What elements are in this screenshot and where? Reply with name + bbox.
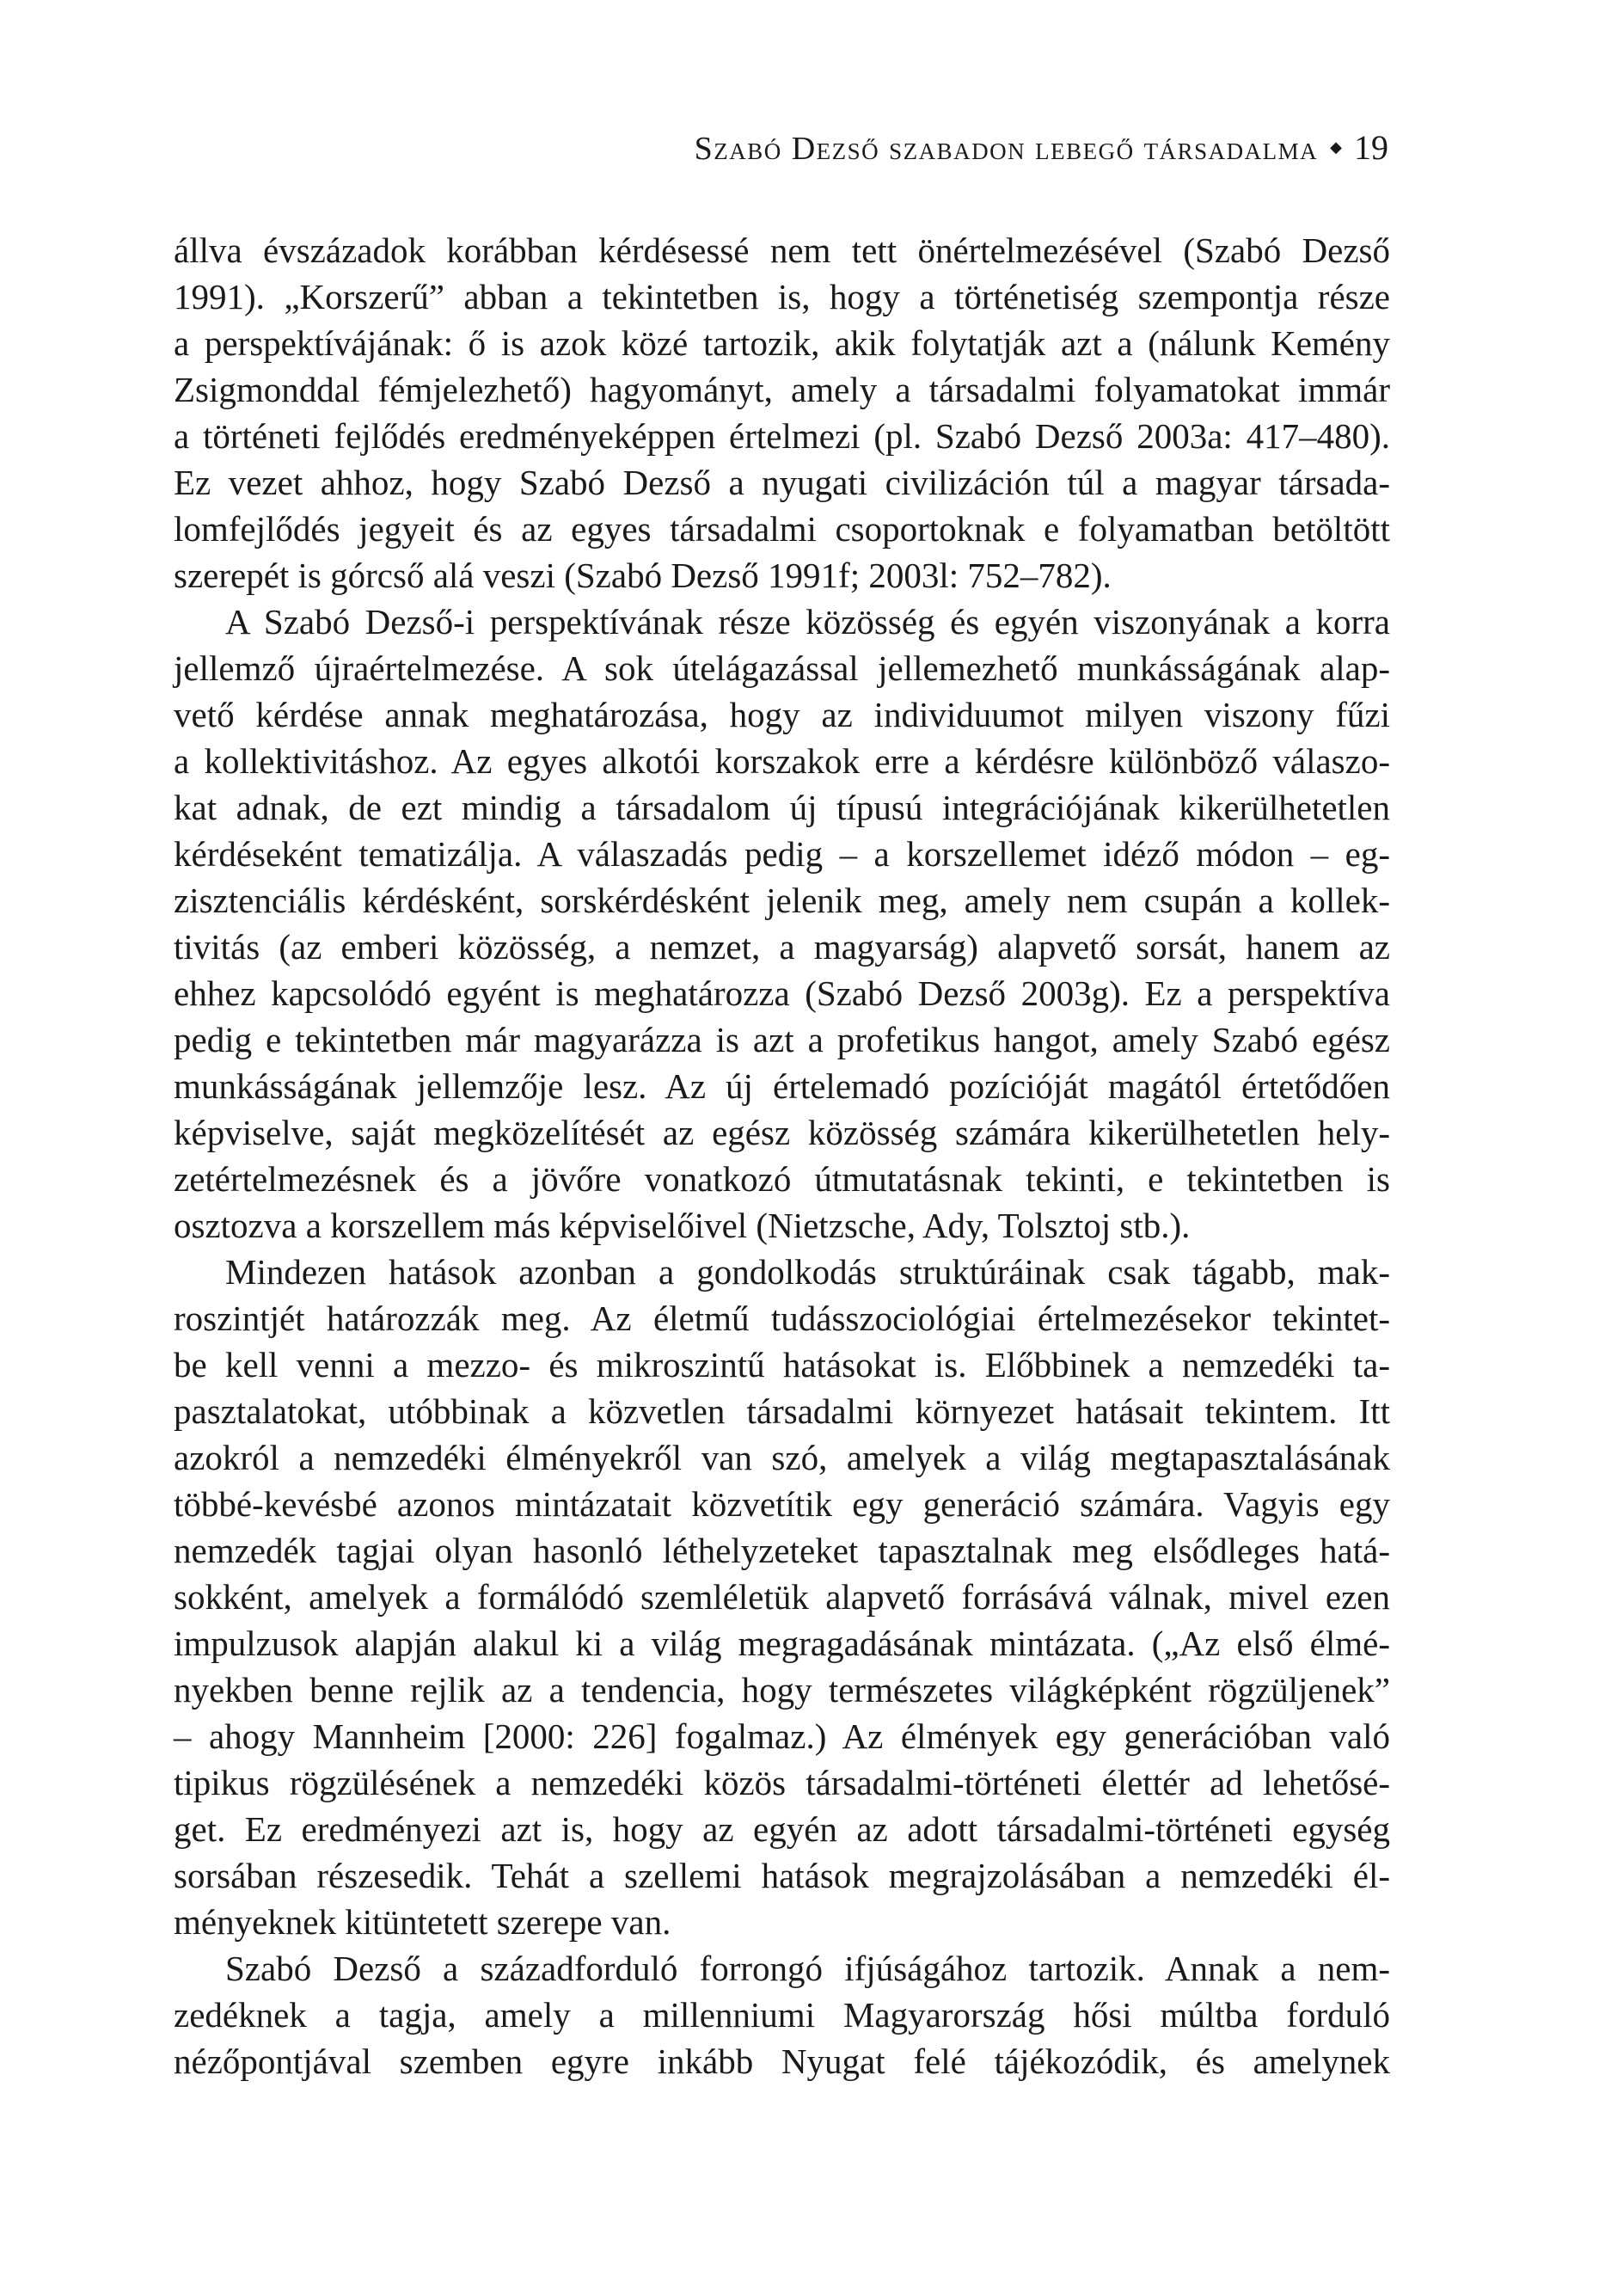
text-line: pedig e tekintetben már magyarázza is azt a profetikus hangot, amely Szabó egész: [174, 1020, 1390, 1059]
text-line: zedéknek a tagja, amely a millenniumi Magyarország hősi múltba forduló: [174, 1995, 1390, 2035]
page-number: 19: [1354, 128, 1388, 167]
text-line: A Szabó Dezső-i perspektívának része közösség és egyén viszonyának a korra: [225, 602, 1390, 642]
text-line: Mindezen hatások azonban a gondolkodás struktúráinak csak tágabb, mak-: [225, 1252, 1390, 1292]
text-line: nemzedék tagjai olyan hasonló léthelyzeteket tapasztalnak meg elsődleges hatá-: [174, 1531, 1390, 1570]
text-line: nyekben benne rejlik az a tendencia, hogy természetes világképként rögzüljenek”: [174, 1670, 1390, 1710]
paragraph-4: [174, 1945, 1390, 2084]
text-line: állva évszázadok korábban kérdésessé nem tett önértelmezésével (Szabó Dezső: [174, 230, 1390, 270]
text-line: jellemző újraértelmezése. A sok útelágazással jellemezhető munkásságának alap-: [174, 648, 1390, 688]
running-head: [695, 127, 1388, 169]
text-line: get. Ez eredményezi azt is, hogy az egyén az adott társadalmi-történeti egység: [174, 1809, 1390, 1849]
text-line: impulzusok alapján alakul ki a világ megragadásának mintázata. („Az első élmé-: [174, 1624, 1390, 1663]
text-line: munkásságának jellemzője lesz. Az új értelemadó pozícióját magától értetődően: [174, 1066, 1390, 1106]
text-line: zetértelmezésnek és a jövőre vonatkozó útmutatásnak tekinti, e tekintetben is: [174, 1159, 1390, 1199]
text-line: nézőpontjával szemben egyre inkább Nyugat felé tájékozódik, és amelynek: [174, 2041, 1390, 2081]
text-line: 1991). „Korszerű” abban a tekintetben is, hogy a történetiség szempontja része: [174, 277, 1390, 316]
text-line: ményeknek kitüntetett szerepe van.: [174, 1902, 671, 1942]
text-line: sorsában részesedik. Tehát a szellemi hatások megrajzolásában a nemzedéki él-: [174, 1856, 1390, 1895]
text-line: tivitás (az emberi közösség, a nemzet, a magyarság) alapvető sorsát, hanem az: [174, 927, 1390, 967]
text-line: osztozva a korszellem más képviselőivel (Nietzsche, Ady, Tolsztoj stb.).: [174, 1206, 1191, 1245]
text-line: pasztalatokat, utóbbinak a közvetlen társadalmi környezet hatásait tekintem. Itt: [174, 1391, 1390, 1431]
paragraph-1: [174, 227, 1390, 599]
text-line: többé-kevésbé azonos mintázatait közvetítik egy generáció számára. Vagyis egy: [174, 1484, 1390, 1524]
text-line: sokként, amelyek a formálódó szemléletük alapvető forrásává válnak, mivel ezen: [174, 1577, 1390, 1617]
text-line: a kollektivitáshoz. Az egyes alkotói korszakok erre a kérdésre különböző válaszo-: [174, 741, 1390, 781]
text-line: tipikus rögzülésének a nemzedéki közös társadalmi-történeti élettér ad lehetősé-: [174, 1763, 1390, 1802]
paragraph-2: [174, 599, 1390, 1249]
diamond-separator-icon: ◆: [1330, 138, 1342, 156]
text-line: szerepét is górcső alá veszi (Szabó Dezső 1991f; 2003l: 752–782).: [174, 556, 1112, 595]
text-line: lomfejlődés jegyeit és az egyes társadalmi csoportoknak e folyamatban betöltött: [174, 509, 1390, 549]
text-line: azokról a nemzedéki élményekről van szó, amelyek a világ megtapasztalásának: [174, 1438, 1390, 1477]
text-line: a perspektívájának: ő is azok közé tartozik, akik folytatják azt a (nálunk Kemény: [174, 323, 1390, 363]
text-line: roszintjét határozzák meg. Az életmű tudásszociológiai értelmezésekor tekintet-: [174, 1298, 1390, 1338]
body-text: [174, 227, 1390, 2084]
text-line: ehhez kapcsolódó egyént is meghatározza (Szabó Dezső 2003g). Ez a perspektíva: [174, 973, 1390, 1013]
text-line: be kell venni a mezzo- és mikroszintű hatásokat is. Előbbinek a nemzedéki ta-: [174, 1345, 1390, 1384]
text-line: Szabó Dezső a századforduló forrongó ifjúságához tartozik. Annak a nem-: [225, 1949, 1390, 1988]
text-line: zisztenciális kérdésként, sorskérdésként jelenik meg, amely nem csupán a kollek-: [174, 881, 1390, 920]
running-head-title: Szabó Dezső szabadon lebegő társadalma: [694, 131, 1319, 167]
text-line: vető kérdése annak meghatározása, hogy az individuumot milyen viszony fűzi: [174, 695, 1390, 734]
text-line: Zsigmonddal fémjelezhető) hagyományt, amely a társadalmi folyamatokat immár: [174, 370, 1390, 409]
paragraph-3: [174, 1249, 1390, 1945]
text-line: a történeti fejlődés eredményeképpen értelmezi (pl. Szabó Dezső 2003a: 417–480).: [174, 416, 1390, 456]
text-line: Ez vezet ahhoz, hogy Szabó Dezső a nyugati civilizáción túl a magyar társada-: [174, 463, 1390, 502]
text-line: – ahogy Mannheim [2000: 226] fogalmaz.) Az élmények egy generációban való: [174, 1716, 1390, 1756]
text-line: kat adnak, de ezt mindig a társadalom új típusú integrációjának kikerülhetetlen: [174, 788, 1390, 827]
text-line: kérdéseként tematizálja. A válaszadás pedig – a korszellemet idéző módon – eg-: [174, 834, 1390, 874]
text-line: képviselve, saját megközelítését az egész közösség számára kikerülhetetlen hely-: [174, 1113, 1390, 1152]
